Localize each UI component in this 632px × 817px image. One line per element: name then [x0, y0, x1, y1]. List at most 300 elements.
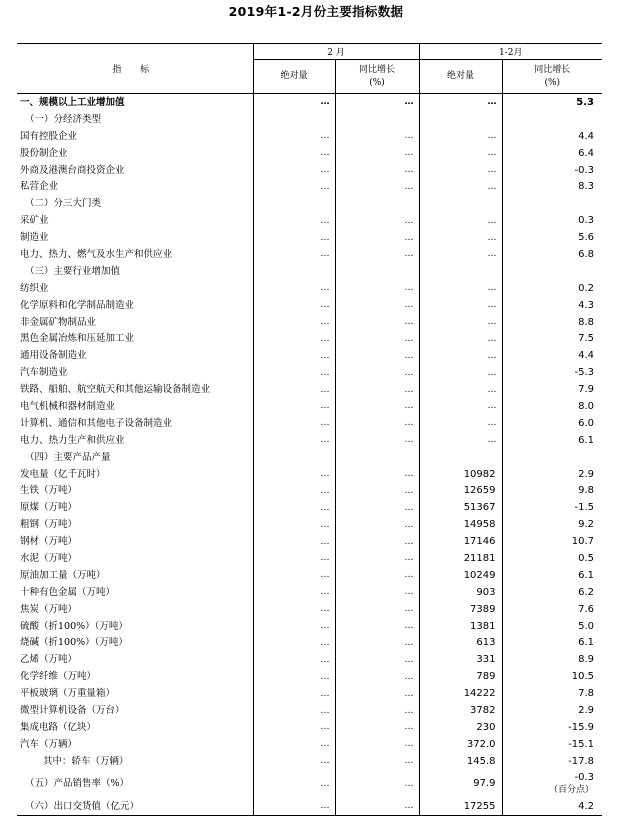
janfeb-absolute-value: …	[487, 131, 496, 142]
janfeb-absolute-cell	[419, 128, 502, 145]
janfeb-yoy-value: 7.9	[578, 384, 594, 396]
row-label: 化学原料和化学制品制造业	[17, 297, 253, 314]
janfeb-absolute-cell	[419, 798, 502, 815]
header-yoy-line1: 同比增长	[534, 64, 571, 75]
janfeb-absolute-cell	[419, 516, 502, 533]
row-label: 钢材（万吨）	[17, 533, 253, 550]
feb-absolute-value: …	[320, 536, 329, 547]
feb-absolute-value: …	[320, 350, 329, 361]
header-yoy-line1: 同比增长	[358, 64, 395, 75]
table-row	[17, 364, 602, 381]
janfeb-absolute-value: …	[487, 333, 496, 344]
feb-yoy-value: …	[404, 688, 413, 699]
header-yoy-line2: (%)	[544, 77, 561, 88]
feb-absolute-value: …	[320, 778, 329, 789]
feb-absolute-cell	[253, 280, 335, 297]
feb-yoy-value: …	[404, 570, 413, 581]
table-row	[17, 94, 602, 111]
header-janfeb-absolute: 绝对量	[419, 60, 502, 94]
janfeb-yoy-value: 6.0	[578, 417, 594, 429]
table-row	[17, 533, 602, 550]
feb-yoy-value: …	[404, 604, 413, 615]
feb-yoy-value: …	[404, 401, 413, 412]
feb-yoy-cell	[335, 128, 419, 145]
janfeb-absolute-cell	[419, 212, 502, 229]
janfeb-absolute-cell	[419, 601, 502, 618]
feb-absolute-value: …	[320, 519, 329, 530]
feb-yoy-cell	[335, 567, 419, 584]
janfeb-yoy-value: -1.5	[574, 502, 594, 514]
janfeb-absolute-value: 903	[476, 586, 496, 598]
table-row	[17, 246, 602, 263]
table-row	[17, 482, 602, 499]
janfeb-absolute-value: …	[487, 300, 496, 311]
feb-yoy-value: …	[404, 300, 413, 311]
janfeb-yoy-cell	[502, 263, 602, 280]
table-row	[17, 195, 602, 212]
table-row	[17, 798, 602, 815]
janfeb-yoy-value: 6.1	[578, 637, 594, 649]
row-label: 粗钢（万吨）	[17, 516, 253, 533]
janfeb-yoy-value: 6.2	[578, 586, 594, 598]
janfeb-absolute-cell	[419, 584, 502, 601]
janfeb-absolute-value: 145.8	[466, 755, 496, 767]
feb-absolute-value: …	[320, 283, 329, 294]
feb-absolute-cell	[253, 533, 335, 550]
feb-yoy-value: …	[404, 181, 413, 192]
row-label: （五）产品销售率（%）	[17, 770, 253, 798]
janfeb-yoy-cell	[502, 229, 602, 246]
janfeb-yoy-cell	[502, 280, 602, 297]
table-row	[17, 550, 602, 567]
janfeb-absolute-cell	[419, 364, 502, 381]
header-group-feb: 2 月	[253, 44, 419, 60]
feb-yoy-value: …	[404, 637, 413, 648]
janfeb-absolute-value: …	[487, 401, 496, 412]
row-label: 烧碱（折100%）（万吨）	[17, 635, 253, 652]
feb-absolute-value: …	[320, 181, 329, 192]
janfeb-absolute-value: 17146	[463, 536, 496, 548]
janfeb-absolute-value: 14222	[463, 688, 496, 700]
janfeb-yoy-cell	[502, 466, 602, 483]
feb-yoy-cell	[335, 432, 419, 449]
feb-absolute-value: …	[320, 131, 329, 142]
feb-yoy-cell	[335, 314, 419, 331]
feb-absolute-cell	[253, 550, 335, 567]
feb-absolute-cell	[253, 719, 335, 736]
table-row	[17, 770, 602, 798]
janfeb-yoy-cell	[502, 314, 602, 331]
janfeb-yoy-cell	[502, 128, 602, 145]
janfeb-absolute-value: 97.9	[473, 778, 496, 790]
janfeb-absolute-cell	[419, 162, 502, 179]
feb-yoy-value: …	[404, 485, 413, 496]
feb-absolute-value: …	[320, 232, 329, 243]
feb-absolute-value: …	[320, 317, 329, 328]
janfeb-absolute-value: …	[487, 418, 496, 429]
feb-absolute-value: …	[320, 604, 329, 615]
feb-yoy-value: …	[404, 722, 413, 733]
table-row	[17, 719, 602, 736]
feb-absolute-cell	[253, 162, 335, 179]
feb-yoy-value: …	[404, 756, 413, 767]
feb-absolute-cell	[253, 736, 335, 753]
feb-yoy-value: …	[404, 350, 413, 361]
janfeb-yoy-value: -0.3	[574, 771, 594, 783]
janfeb-yoy-cell	[502, 212, 602, 229]
feb-yoy-value: …	[404, 519, 413, 530]
feb-absolute-cell	[253, 702, 335, 719]
table-row	[17, 330, 602, 347]
feb-yoy-cell	[335, 466, 419, 483]
row-label: 微型计算机设备（万台）	[17, 702, 253, 719]
row-label: 生铁（万吨）	[17, 482, 253, 499]
table-row	[17, 753, 602, 770]
janfeb-yoy-cell	[502, 330, 602, 347]
janfeb-yoy-cell	[502, 736, 602, 753]
feb-yoy-cell	[335, 347, 419, 364]
feb-absolute-cell	[253, 364, 335, 381]
feb-absolute-cell	[253, 466, 335, 483]
table-row	[17, 263, 602, 280]
janfeb-absolute-value: 51367	[463, 502, 496, 514]
table-row	[17, 584, 602, 601]
feb-yoy-cell	[335, 111, 419, 128]
row-label: 一、规模以上工业增加值	[17, 94, 253, 111]
janfeb-absolute-value: 14958	[463, 519, 496, 531]
janfeb-yoy-cell	[502, 651, 602, 668]
feb-absolute-cell	[253, 381, 335, 398]
row-label: 电气机械和器材制造业	[17, 398, 253, 415]
feb-absolute-cell	[253, 297, 335, 314]
janfeb-yoy-cell	[502, 618, 602, 635]
janfeb-yoy-cell	[502, 94, 602, 111]
janfeb-yoy-value: -17.8	[568, 755, 594, 767]
row-label: 汽车制造业	[17, 364, 253, 381]
feb-absolute-value: …	[320, 215, 329, 226]
table-row	[17, 111, 602, 128]
janfeb-absolute-value: 1381	[470, 620, 496, 632]
row-label: 采矿业	[17, 212, 253, 229]
feb-yoy-value: …	[404, 131, 413, 142]
feb-absolute-cell	[253, 178, 335, 195]
janfeb-yoy-cell	[502, 178, 602, 195]
feb-yoy-cell	[335, 297, 419, 314]
janfeb-absolute-cell	[419, 330, 502, 347]
feb-absolute-value: …	[320, 485, 329, 496]
janfeb-yoy-cell	[502, 246, 602, 263]
janfeb-yoy-value: 0.2	[578, 282, 594, 294]
row-label: 通用设备制造业	[17, 347, 253, 364]
feb-yoy-cell	[335, 229, 419, 246]
feb-yoy-cell	[335, 499, 419, 516]
janfeb-absolute-cell	[419, 499, 502, 516]
feb-absolute-cell	[253, 145, 335, 162]
row-label: 汽车（万辆）	[17, 736, 253, 753]
feb-absolute-value: …	[320, 705, 329, 716]
row-label: 电力、热力生产和供应业	[17, 432, 253, 449]
feb-yoy-cell	[335, 635, 419, 652]
feb-yoy-cell	[335, 516, 419, 533]
feb-yoy-cell	[335, 533, 419, 550]
row-label: 制造业	[17, 229, 253, 246]
janfeb-absolute-value: …	[487, 317, 496, 328]
table-row	[17, 297, 602, 314]
feb-yoy-cell	[335, 482, 419, 499]
table-row	[17, 449, 602, 466]
janfeb-absolute-value: 12659	[463, 485, 496, 497]
feb-yoy-value: …	[404, 333, 413, 344]
janfeb-yoy-cell	[502, 635, 602, 652]
janfeb-yoy-value: 2.9	[578, 705, 594, 716]
janfeb-absolute-cell	[419, 432, 502, 449]
header-feb-absolute: 绝对量	[253, 60, 335, 94]
row-label: 非金属矿物制品业	[17, 314, 253, 331]
janfeb-yoy-value: 0.3	[578, 215, 594, 227]
janfeb-yoy-value: -15.9	[568, 721, 594, 733]
janfeb-yoy-value: 10.5	[571, 671, 594, 683]
feb-yoy-cell	[335, 753, 419, 770]
janfeb-absolute-cell	[419, 280, 502, 297]
janfeb-yoy-value: 0.5	[578, 552, 594, 564]
feb-yoy-value: …	[404, 384, 413, 395]
janfeb-absolute-cell	[419, 145, 502, 162]
feb-absolute-cell	[253, 499, 335, 516]
janfeb-absolute-value: …	[487, 249, 496, 260]
table-row	[17, 618, 602, 635]
feb-yoy-cell	[335, 584, 419, 601]
row-label: 原煤（万吨）	[17, 499, 253, 516]
table-row	[17, 280, 602, 297]
feb-absolute-cell	[253, 128, 335, 145]
janfeb-absolute-cell	[419, 178, 502, 195]
feb-yoy-value: …	[404, 283, 413, 294]
row-label: （三）主要行业增加值	[17, 263, 253, 280]
janfeb-absolute-cell	[419, 702, 502, 719]
feb-absolute-cell	[253, 685, 335, 702]
header-indicator: 指 标	[17, 44, 253, 94]
janfeb-yoy-value: -5.3	[574, 367, 594, 379]
janfeb-absolute-cell	[419, 719, 502, 736]
feb-yoy-value: …	[404, 654, 413, 665]
table-header	[17, 44, 602, 94]
feb-absolute-cell	[253, 753, 335, 770]
row-label: （六）出口交货值（亿元）	[17, 798, 253, 815]
feb-yoy-value: …	[404, 367, 413, 378]
janfeb-yoy-cell	[502, 798, 602, 815]
janfeb-absolute-value: …	[487, 215, 496, 226]
janfeb-yoy-cell	[502, 162, 602, 179]
feb-yoy-value: …	[404, 165, 413, 175]
janfeb-absolute-cell	[419, 398, 502, 415]
janfeb-absolute-value: …	[487, 283, 496, 294]
feb-absolute-value: …	[320, 384, 329, 395]
indicator-table	[17, 43, 602, 816]
feb-absolute-cell	[253, 94, 335, 111]
row-label: 铁路、船舶、航空航天和其他运输设备制造业	[17, 381, 253, 398]
table-row	[17, 516, 602, 533]
table-row	[17, 685, 602, 702]
feb-absolute-value: …	[320, 469, 329, 480]
janfeb-absolute-cell	[419, 685, 502, 702]
feb-absolute-cell	[253, 195, 335, 212]
feb-absolute-cell	[253, 584, 335, 601]
feb-absolute-cell	[253, 651, 335, 668]
janfeb-absolute-cell	[419, 94, 502, 111]
feb-absolute-value: …	[320, 300, 329, 311]
janfeb-yoy-value: -15.1	[568, 738, 594, 750]
feb-absolute-value: …	[320, 165, 329, 175]
janfeb-yoy-cell	[502, 584, 602, 601]
feb-absolute-value: …	[320, 671, 329, 682]
janfeb-yoy-value: -0.3	[574, 164, 594, 176]
row-label: 原油加工量（万吨）	[17, 567, 253, 584]
header-janfeb-yoy	[502, 60, 602, 94]
janfeb-absolute-value: 21181	[463, 552, 496, 564]
janfeb-yoy-value: 6.1	[578, 434, 594, 446]
feb-yoy-value: …	[404, 536, 413, 547]
janfeb-absolute-value: 789	[476, 671, 496, 683]
feb-absolute-cell	[253, 229, 335, 246]
feb-yoy-cell	[335, 736, 419, 753]
feb-yoy-value: …	[404, 418, 413, 429]
feb-absolute-value: …	[320, 637, 329, 648]
janfeb-yoy-cell	[502, 364, 602, 381]
janfeb-absolute-value: …	[487, 435, 496, 446]
feb-yoy-cell	[335, 280, 419, 297]
table-row	[17, 347, 602, 364]
row-label: 化学纤维（万吨）	[17, 668, 253, 685]
feb-yoy-value: …	[404, 502, 413, 513]
janfeb-absolute-value: 3782	[470, 705, 496, 716]
feb-absolute-cell	[253, 618, 335, 635]
janfeb-yoy-value: 8.8	[578, 316, 594, 328]
janfeb-yoy-value: 4.3	[578, 299, 594, 311]
row-label: 平板玻璃（万重量箱）	[17, 685, 253, 702]
janfeb-absolute-value: 372.0	[466, 738, 496, 750]
table-body	[17, 94, 602, 816]
feb-yoy-value: …	[404, 739, 413, 750]
feb-yoy-value: …	[404, 671, 413, 682]
feb-yoy-cell	[335, 550, 419, 567]
row-label: 乙烯（万吨）	[17, 651, 253, 668]
feb-absolute-value: …	[320, 739, 329, 750]
feb-absolute-cell	[253, 635, 335, 652]
janfeb-yoy-value: 4.2	[578, 800, 594, 812]
header-yoy-line2: (%)	[369, 77, 385, 88]
table-row	[17, 415, 602, 432]
feb-yoy-value: …	[404, 621, 413, 632]
feb-yoy-value: …	[404, 215, 413, 226]
row-label: 集成电路（亿块）	[17, 719, 253, 736]
feb-yoy-value: …	[404, 97, 413, 108]
table-row	[17, 178, 602, 195]
janfeb-yoy-cell	[502, 381, 602, 398]
row-label: （二）分三大门类	[17, 195, 253, 212]
janfeb-yoy-value: 10.7	[571, 536, 594, 548]
feb-yoy-cell	[335, 145, 419, 162]
table-row	[17, 229, 602, 246]
feb-yoy-cell	[335, 381, 419, 398]
feb-yoy-value: …	[404, 553, 413, 564]
janfeb-absolute-cell	[419, 111, 502, 128]
janfeb-yoy-cell	[502, 145, 602, 162]
feb-absolute-value: …	[320, 654, 329, 665]
janfeb-absolute-value: …	[487, 181, 496, 192]
janfeb-absolute-value: 7389	[470, 603, 496, 615]
feb-yoy-cell	[335, 798, 419, 815]
row-label: 纺织业	[17, 280, 253, 297]
row-label: 电力、热力、燃气及水生产和供应业	[17, 246, 253, 263]
feb-absolute-value: …	[320, 587, 329, 598]
feb-yoy-cell	[335, 398, 419, 415]
janfeb-yoy-cell	[502, 111, 602, 128]
janfeb-yoy-cell	[502, 533, 602, 550]
janfeb-absolute-cell	[419, 263, 502, 280]
janfeb-absolute-cell	[419, 449, 502, 466]
janfeb-yoy-value: 4.4	[578, 130, 594, 142]
row-label: 十种有色金属（万吨）	[17, 584, 253, 601]
feb-absolute-value: …	[320, 249, 329, 260]
janfeb-absolute-cell	[419, 195, 502, 212]
table-row	[17, 466, 602, 483]
row-label: （四）主要产品产量	[17, 449, 253, 466]
feb-yoy-cell	[335, 685, 419, 702]
feb-absolute-value: …	[320, 801, 329, 812]
feb-yoy-value: …	[404, 317, 413, 328]
feb-absolute-value: …	[320, 688, 329, 699]
feb-absolute-value: …	[320, 722, 329, 733]
feb-absolute-cell	[253, 482, 335, 499]
feb-absolute-value: …	[320, 418, 329, 429]
feb-yoy-cell	[335, 618, 419, 635]
janfeb-yoy-value: 5.3	[576, 96, 594, 108]
janfeb-yoy-value: 6.1	[578, 569, 594, 581]
janfeb-absolute-cell	[419, 567, 502, 584]
feb-yoy-cell	[335, 94, 419, 111]
feb-absolute-value: …	[320, 553, 329, 564]
row-label: 其中：轿车（万辆）	[17, 753, 253, 770]
table-row	[17, 162, 602, 179]
feb-yoy-cell	[335, 668, 419, 685]
janfeb-yoy-cell	[502, 550, 602, 567]
feb-absolute-cell	[253, 398, 335, 415]
feb-yoy-value: …	[404, 705, 413, 716]
janfeb-yoy-cell	[502, 567, 602, 584]
table-row	[17, 702, 602, 719]
row-label: 国有控股企业	[17, 128, 253, 145]
janfeb-absolute-value: 613	[476, 637, 496, 649]
feb-absolute-cell	[253, 347, 335, 364]
feb-yoy-cell	[335, 770, 419, 798]
table-row	[17, 635, 602, 652]
row-label: 黑色金属冶炼和压延加工业	[17, 330, 253, 347]
row-label: 水泥（万吨）	[17, 550, 253, 567]
feb-yoy-value: …	[404, 148, 413, 159]
row-label: 焦炭（万吨）	[17, 601, 253, 618]
header-group-janfeb: 1-2月	[419, 44, 602, 60]
feb-absolute-cell	[253, 601, 335, 618]
janfeb-absolute-value: 230	[476, 721, 496, 733]
janfeb-absolute-cell	[419, 415, 502, 432]
table-row	[17, 432, 602, 449]
feb-absolute-value: …	[320, 148, 329, 159]
feb-yoy-cell	[335, 178, 419, 195]
janfeb-yoy-cell	[502, 601, 602, 618]
janfeb-yoy-cell	[502, 297, 602, 314]
table-row	[17, 128, 602, 145]
janfeb-absolute-cell	[419, 381, 502, 398]
